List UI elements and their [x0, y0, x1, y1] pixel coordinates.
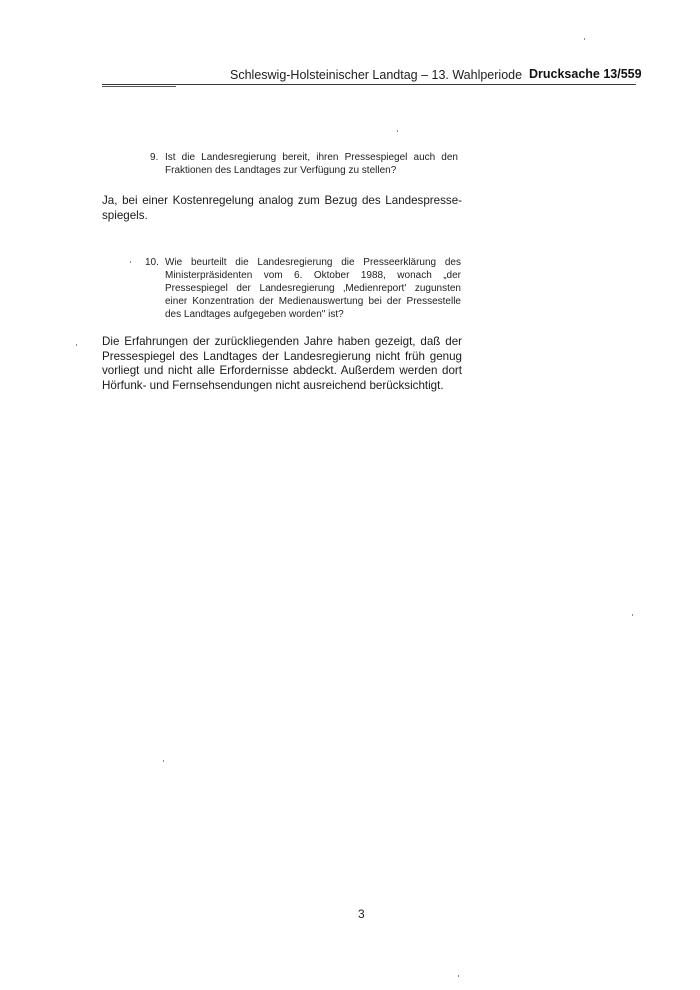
- document-number: Drucksache 13/559: [529, 67, 642, 81]
- page-number: 3: [358, 907, 365, 921]
- header-title: Schleswig-Holsteinischer Landtag – 13. Wahlperiode: [230, 68, 523, 82]
- question-text: Wie beurteilt die Landesregierung die Presseerklärung des Ministerpräsidenten vom 6. Oktober 1988, wonach „der Pressespiegel der Landesregierung ‚Medienreport' zugunsten einer Konzentration der Medienauswertung bei der Pressestelle des Landtages aufgegeben worden" ist?: [165, 257, 461, 320]
- scan-speck: [632, 614, 633, 616]
- scan-speck: [584, 38, 585, 40]
- scan-speck: [130, 261, 131, 263]
- scan-speck: [163, 760, 164, 762]
- question-text: Ist die Landesregierung bereit, ihren Pressespiegel auch den Fraktionen des Landtages zur Verfügung zu stellen?: [165, 152, 458, 176]
- answer-10: Die Erfahrungen der zurückliegenden Jahre haben gezeigt, daß der Pressespiegel des Landtages der Landesregierung nicht früh genug vorliegt und nicht alle Erfordernisse abdeckt. Außerdem werden dort Hörfunk- und Fernsehsendungen nicht ausreichend berücksichtigt.: [102, 335, 462, 392]
- header-rule-left: [102, 86, 176, 87]
- question-10: [145, 256, 461, 322]
- answer-9: Ja, bei einer Kostenregelung analog zum Bezug des Landespresse-spiegels.: [102, 194, 462, 222]
- scan-speck: [397, 130, 398, 132]
- question-number: 10.: [145, 257, 159, 268]
- question-number: 9.: [150, 152, 159, 163]
- question-9: [150, 151, 460, 181]
- scan-speck: [76, 344, 77, 346]
- header-rule: [102, 84, 636, 85]
- scan-speck: [458, 975, 459, 977]
